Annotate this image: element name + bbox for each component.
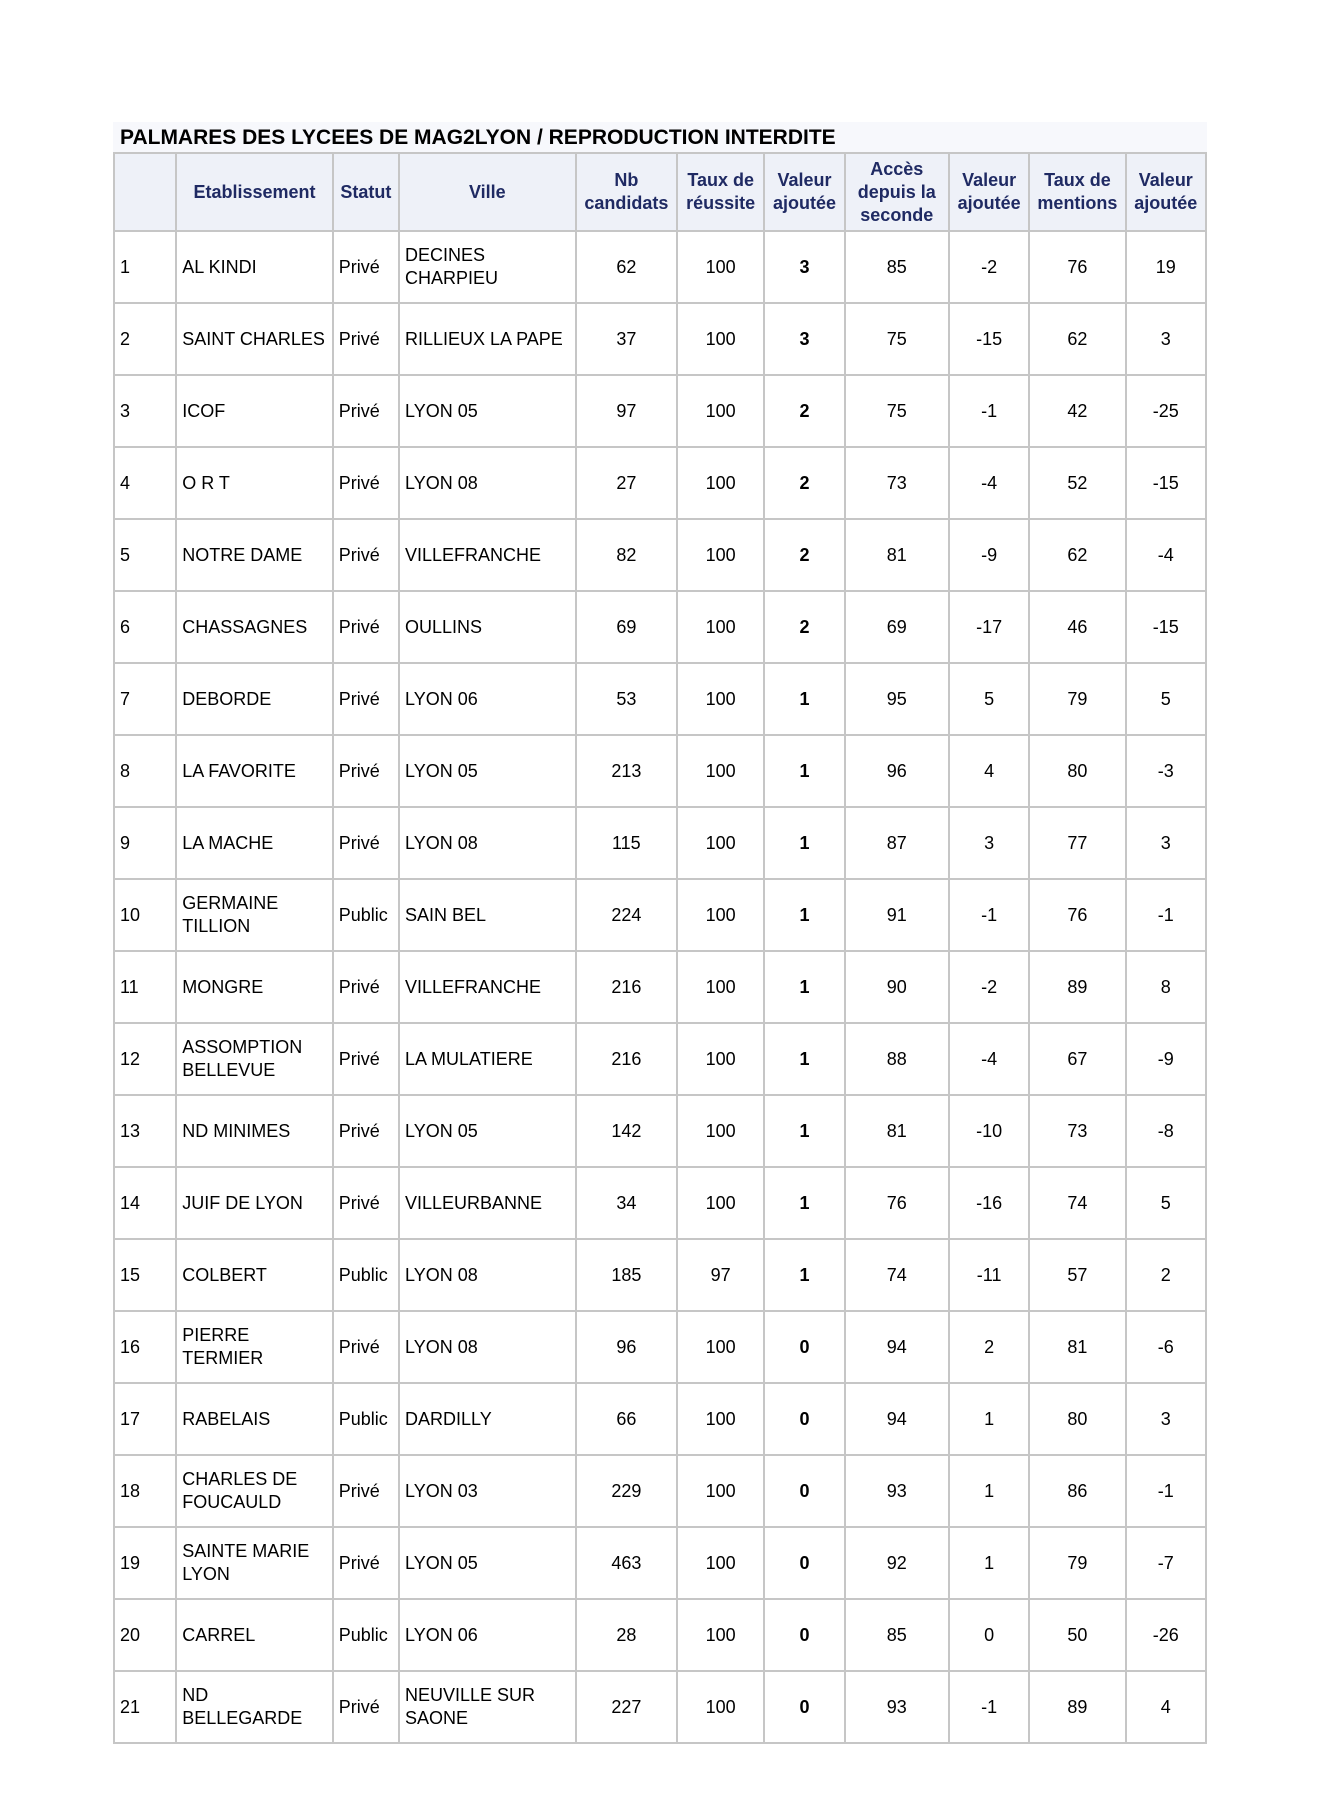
cell-taux-reussite: 100 <box>677 807 764 879</box>
cell-etablissement: ND BELLEGARDE <box>176 1671 333 1743</box>
cell-valeur-ajoutee-reussite: 2 <box>764 519 844 591</box>
cell-valeur-ajoutee-reussite: 1 <box>764 951 844 1023</box>
cell-taux-reussite: 100 <box>677 231 764 303</box>
cell-rank: 14 <box>114 1167 176 1239</box>
cell-nb-candidats: 216 <box>576 951 677 1023</box>
cell-rank: 15 <box>114 1239 176 1311</box>
cell-statut: Privé <box>333 375 399 447</box>
table-row <box>114 1599 1206 1671</box>
cell-nb-candidats: 62 <box>576 231 677 303</box>
header-taux-reussite: Taux de réussite <box>677 153 764 231</box>
cell-etablissement: NOTRE DAME <box>176 519 333 591</box>
cell-taux-mentions: 79 <box>1029 663 1125 735</box>
cell-acces-seconde: 69 <box>845 591 949 663</box>
cell-nb-candidats: 66 <box>576 1383 677 1455</box>
table-row <box>114 1671 1206 1743</box>
cell-valeur-ajoutee-acces: -2 <box>949 231 1029 303</box>
cell-ville: LYON 06 <box>399 1599 576 1671</box>
cell-statut: Public <box>333 1599 399 1671</box>
cell-valeur-ajoutee-mentions: -25 <box>1126 375 1206 447</box>
cell-valeur-ajoutee-mentions: 3 <box>1126 303 1206 375</box>
cell-taux-reussite: 100 <box>677 1311 764 1383</box>
table-row <box>114 303 1206 375</box>
cell-etablissement: MONGRE <box>176 951 333 1023</box>
cell-etablissement: ND MINIMES <box>176 1095 333 1167</box>
cell-nb-candidats: 97 <box>576 375 677 447</box>
cell-rank: 12 <box>114 1023 176 1095</box>
cell-valeur-ajoutee-acces: -9 <box>949 519 1029 591</box>
cell-taux-reussite: 100 <box>677 1455 764 1527</box>
cell-valeur-ajoutee-reussite: 1 <box>764 663 844 735</box>
cell-statut: Public <box>333 879 399 951</box>
cell-taux-mentions: 42 <box>1029 375 1125 447</box>
cell-valeur-ajoutee-acces: -1 <box>949 375 1029 447</box>
cell-rank: 2 <box>114 303 176 375</box>
cell-etablissement: SAINTE MARIE LYON <box>176 1527 333 1599</box>
cell-statut: Privé <box>333 1167 399 1239</box>
cell-statut: Privé <box>333 1023 399 1095</box>
cell-statut: Public <box>333 1383 399 1455</box>
header-valeur-ajoutee-acces: Valeur ajoutée <box>949 153 1029 231</box>
cell-etablissement: CARREL <box>176 1599 333 1671</box>
cell-valeur-ajoutee-mentions: 5 <box>1126 663 1206 735</box>
cell-etablissement: COLBERT <box>176 1239 333 1311</box>
cell-valeur-ajoutee-acces: 1 <box>949 1455 1029 1527</box>
cell-valeur-ajoutee-reussite: 2 <box>764 447 844 519</box>
cell-statut: Privé <box>333 1311 399 1383</box>
cell-valeur-ajoutee-acces: -11 <box>949 1239 1029 1311</box>
header-taux-mentions: Taux de mentions <box>1029 153 1125 231</box>
cell-ville: NEUVILLE SUR SAONE <box>399 1671 576 1743</box>
cell-taux-mentions: 76 <box>1029 231 1125 303</box>
cell-etablissement: LA MACHE <box>176 807 333 879</box>
cell-rank: 9 <box>114 807 176 879</box>
table-row <box>114 375 1206 447</box>
cell-acces-seconde: 88 <box>845 1023 949 1095</box>
cell-nb-candidats: 96 <box>576 1311 677 1383</box>
header-nb-candidats: Nb candidats <box>576 153 677 231</box>
cell-nb-candidats: 227 <box>576 1671 677 1743</box>
cell-statut: Privé <box>333 447 399 519</box>
cell-acces-seconde: 92 <box>845 1527 949 1599</box>
cell-acces-seconde: 76 <box>845 1167 949 1239</box>
cell-acces-seconde: 75 <box>845 375 949 447</box>
table-body <box>114 231 1206 1743</box>
cell-acces-seconde: 91 <box>845 879 949 951</box>
cell-statut: Privé <box>333 735 399 807</box>
cell-taux-mentions: 73 <box>1029 1095 1125 1167</box>
cell-acces-seconde: 95 <box>845 663 949 735</box>
cell-nb-candidats: 28 <box>576 1599 677 1671</box>
cell-valeur-ajoutee-acces: -1 <box>949 1671 1029 1743</box>
cell-taux-mentions: 46 <box>1029 591 1125 663</box>
cell-rank: 4 <box>114 447 176 519</box>
cell-etablissement: GERMAINE TILLION <box>176 879 333 951</box>
cell-taux-reussite: 100 <box>677 591 764 663</box>
cell-statut: Privé <box>333 807 399 879</box>
cell-valeur-ajoutee-mentions: -3 <box>1126 735 1206 807</box>
cell-ville: VILLEURBANNE <box>399 1167 576 1239</box>
cell-acces-seconde: 81 <box>845 519 949 591</box>
cell-valeur-ajoutee-acces: -4 <box>949 447 1029 519</box>
cell-valeur-ajoutee-reussite: 3 <box>764 231 844 303</box>
table-row <box>114 231 1206 303</box>
cell-etablissement: CHARLES DE FOUCAULD <box>176 1455 333 1527</box>
cell-ville: LA MULATIERE <box>399 1023 576 1095</box>
cell-valeur-ajoutee-reussite: 2 <box>764 591 844 663</box>
cell-valeur-ajoutee-mentions: -15 <box>1126 591 1206 663</box>
cell-statut: Privé <box>333 303 399 375</box>
cell-valeur-ajoutee-mentions: -15 <box>1126 447 1206 519</box>
cell-valeur-ajoutee-reussite: 1 <box>764 1095 844 1167</box>
cell-valeur-ajoutee-reussite: 3 <box>764 303 844 375</box>
cell-taux-reussite: 100 <box>677 1527 764 1599</box>
cell-acces-seconde: 94 <box>845 1383 949 1455</box>
cell-nb-candidats: 82 <box>576 519 677 591</box>
table-row <box>114 1311 1206 1383</box>
cell-valeur-ajoutee-mentions: -1 <box>1126 879 1206 951</box>
table-row <box>114 1239 1206 1311</box>
cell-taux-mentions: 50 <box>1029 1599 1125 1671</box>
cell-rank: 1 <box>114 231 176 303</box>
cell-valeur-ajoutee-reussite: 0 <box>764 1311 844 1383</box>
table-row <box>114 1383 1206 1455</box>
header-rank <box>114 153 176 231</box>
cell-acces-seconde: 94 <box>845 1311 949 1383</box>
cell-acces-seconde: 85 <box>845 231 949 303</box>
table-row <box>114 1527 1206 1599</box>
cell-taux-mentions: 77 <box>1029 807 1125 879</box>
cell-rank: 13 <box>114 1095 176 1167</box>
cell-taux-mentions: 89 <box>1029 1671 1125 1743</box>
cell-valeur-ajoutee-acces: 1 <box>949 1527 1029 1599</box>
cell-etablissement: SAINT CHARLES <box>176 303 333 375</box>
cell-etablissement: LA FAVORITE <box>176 735 333 807</box>
cell-valeur-ajoutee-reussite: 1 <box>764 1023 844 1095</box>
cell-valeur-ajoutee-reussite: 0 <box>764 1383 844 1455</box>
cell-valeur-ajoutee-acces: 5 <box>949 663 1029 735</box>
cell-ville: LYON 03 <box>399 1455 576 1527</box>
cell-valeur-ajoutee-mentions: 5 <box>1126 1167 1206 1239</box>
cell-nb-candidats: 213 <box>576 735 677 807</box>
cell-taux-reussite: 100 <box>677 303 764 375</box>
cell-etablissement: PIERRE TERMIER <box>176 1311 333 1383</box>
table-row <box>114 807 1206 879</box>
cell-taux-reussite: 97 <box>677 1239 764 1311</box>
cell-statut: Privé <box>333 231 399 303</box>
table-row <box>114 951 1206 1023</box>
cell-ville: RILLIEUX LA PAPE <box>399 303 576 375</box>
cell-nb-candidats: 69 <box>576 591 677 663</box>
cell-ville: DECINES CHARPIEU <box>399 231 576 303</box>
cell-rank: 11 <box>114 951 176 1023</box>
cell-taux-mentions: 80 <box>1029 735 1125 807</box>
cell-statut: Privé <box>333 951 399 1023</box>
cell-taux-mentions: 89 <box>1029 951 1125 1023</box>
document-page <box>113 122 1207 1744</box>
cell-valeur-ajoutee-reussite: 0 <box>764 1527 844 1599</box>
cell-nb-candidats: 185 <box>576 1239 677 1311</box>
cell-ville: DARDILLY <box>399 1383 576 1455</box>
cell-etablissement: DEBORDE <box>176 663 333 735</box>
header-acces-seconde: Accès depuis la seconde <box>845 153 949 231</box>
table-row <box>114 735 1206 807</box>
table-row <box>114 879 1206 951</box>
cell-valeur-ajoutee-mentions: 19 <box>1126 231 1206 303</box>
cell-ville: LYON 05 <box>399 375 576 447</box>
cell-valeur-ajoutee-mentions: -1 <box>1126 1455 1206 1527</box>
cell-nb-candidats: 463 <box>576 1527 677 1599</box>
cell-ville: LYON 05 <box>399 1527 576 1599</box>
cell-rank: 21 <box>114 1671 176 1743</box>
cell-rank: 18 <box>114 1455 176 1527</box>
cell-acces-seconde: 96 <box>845 735 949 807</box>
cell-ville: LYON 05 <box>399 735 576 807</box>
cell-taux-mentions: 62 <box>1029 303 1125 375</box>
cell-statut: Privé <box>333 1455 399 1527</box>
cell-valeur-ajoutee-reussite: 0 <box>764 1671 844 1743</box>
cell-ville: LYON 05 <box>399 1095 576 1167</box>
cell-acces-seconde: 75 <box>845 303 949 375</box>
cell-ville: LYON 08 <box>399 807 576 879</box>
cell-acces-seconde: 93 <box>845 1671 949 1743</box>
table-row <box>114 519 1206 591</box>
cell-valeur-ajoutee-mentions: -4 <box>1126 519 1206 591</box>
cell-nb-candidats: 37 <box>576 303 677 375</box>
cell-rank: 8 <box>114 735 176 807</box>
cell-valeur-ajoutee-acces: 4 <box>949 735 1029 807</box>
cell-ville: SAIN BEL <box>399 879 576 951</box>
cell-acces-seconde: 81 <box>845 1095 949 1167</box>
header-etablissement: Etablissement <box>176 153 333 231</box>
cell-taux-mentions: 79 <box>1029 1527 1125 1599</box>
cell-acces-seconde: 87 <box>845 807 949 879</box>
cell-valeur-ajoutee-reussite: 1 <box>764 879 844 951</box>
cell-nb-candidats: 224 <box>576 879 677 951</box>
cell-nb-candidats: 53 <box>576 663 677 735</box>
cell-statut: Privé <box>333 1527 399 1599</box>
cell-nb-candidats: 229 <box>576 1455 677 1527</box>
cell-rank: 6 <box>114 591 176 663</box>
cell-valeur-ajoutee-acces: -16 <box>949 1167 1029 1239</box>
cell-rank: 5 <box>114 519 176 591</box>
header-valeur-ajoutee-mentions: Valeur ajoutée <box>1126 153 1206 231</box>
cell-taux-reussite: 100 <box>677 375 764 447</box>
cell-taux-reussite: 100 <box>677 879 764 951</box>
cell-valeur-ajoutee-acces: 1 <box>949 1383 1029 1455</box>
cell-acces-seconde: 73 <box>845 447 949 519</box>
cell-taux-reussite: 100 <box>677 735 764 807</box>
cell-rank: 20 <box>114 1599 176 1671</box>
cell-etablissement: RABELAIS <box>176 1383 333 1455</box>
cell-taux-reussite: 100 <box>677 663 764 735</box>
cell-nb-candidats: 27 <box>576 447 677 519</box>
cell-valeur-ajoutee-mentions: 3 <box>1126 1383 1206 1455</box>
cell-valeur-ajoutee-mentions: -6 <box>1126 1311 1206 1383</box>
cell-acces-seconde: 85 <box>845 1599 949 1671</box>
cell-rank: 3 <box>114 375 176 447</box>
cell-taux-mentions: 52 <box>1029 447 1125 519</box>
cell-ville: LYON 08 <box>399 447 576 519</box>
palmares-table <box>113 152 1207 1744</box>
header-valeur-ajoutee-reussite: Valeur ajoutée <box>764 153 844 231</box>
cell-etablissement: ASSOMPTION BELLEVUE <box>176 1023 333 1095</box>
cell-valeur-ajoutee-acces: -2 <box>949 951 1029 1023</box>
cell-rank: 7 <box>114 663 176 735</box>
cell-taux-reussite: 100 <box>677 1599 764 1671</box>
cell-ville: VILLEFRANCHE <box>399 951 576 1023</box>
cell-acces-seconde: 90 <box>845 951 949 1023</box>
table-row <box>114 1095 1206 1167</box>
cell-valeur-ajoutee-reussite: 1 <box>764 807 844 879</box>
table-row <box>114 591 1206 663</box>
cell-valeur-ajoutee-mentions: -26 <box>1126 1599 1206 1671</box>
cell-taux-reussite: 100 <box>677 1023 764 1095</box>
cell-valeur-ajoutee-mentions: -9 <box>1126 1023 1206 1095</box>
cell-rank: 16 <box>114 1311 176 1383</box>
cell-nb-candidats: 34 <box>576 1167 677 1239</box>
cell-valeur-ajoutee-acces: 2 <box>949 1311 1029 1383</box>
cell-taux-mentions: 67 <box>1029 1023 1125 1095</box>
cell-taux-reussite: 100 <box>677 1671 764 1743</box>
header-ville: Ville <box>399 153 576 231</box>
cell-ville: OULLINS <box>399 591 576 663</box>
cell-valeur-ajoutee-mentions: -7 <box>1126 1527 1206 1599</box>
cell-statut: Privé <box>333 1671 399 1743</box>
cell-valeur-ajoutee-mentions: 2 <box>1126 1239 1206 1311</box>
cell-taux-reussite: 100 <box>677 519 764 591</box>
cell-etablissement: JUIF DE LYON <box>176 1167 333 1239</box>
cell-nb-candidats: 216 <box>576 1023 677 1095</box>
cell-nb-candidats: 142 <box>576 1095 677 1167</box>
cell-taux-mentions: 74 <box>1029 1167 1125 1239</box>
cell-valeur-ajoutee-mentions: 4 <box>1126 1671 1206 1743</box>
document-title: PALMARES DES LYCEES DE MAG2LYON / REPRODUCTION INTERDITE <box>113 122 1207 152</box>
cell-acces-seconde: 74 <box>845 1239 949 1311</box>
cell-valeur-ajoutee-reussite: 2 <box>764 375 844 447</box>
cell-taux-reussite: 100 <box>677 447 764 519</box>
cell-rank: 17 <box>114 1383 176 1455</box>
cell-taux-mentions: 86 <box>1029 1455 1125 1527</box>
cell-valeur-ajoutee-reussite: 0 <box>764 1455 844 1527</box>
cell-acces-seconde: 93 <box>845 1455 949 1527</box>
cell-valeur-ajoutee-mentions: 3 <box>1126 807 1206 879</box>
cell-valeur-ajoutee-reussite: 1 <box>764 1239 844 1311</box>
cell-statut: Public <box>333 1239 399 1311</box>
table-header-row <box>114 153 1206 231</box>
cell-taux-reussite: 100 <box>677 951 764 1023</box>
cell-valeur-ajoutee-acces: -4 <box>949 1023 1029 1095</box>
table-row <box>114 1167 1206 1239</box>
table-row <box>114 663 1206 735</box>
cell-rank: 10 <box>114 879 176 951</box>
cell-valeur-ajoutee-acces: 0 <box>949 1599 1029 1671</box>
cell-taux-mentions: 62 <box>1029 519 1125 591</box>
cell-taux-mentions: 80 <box>1029 1383 1125 1455</box>
cell-statut: Privé <box>333 519 399 591</box>
cell-nb-candidats: 115 <box>576 807 677 879</box>
cell-rank: 19 <box>114 1527 176 1599</box>
cell-etablissement: CHASSAGNES <box>176 591 333 663</box>
cell-ville: LYON 08 <box>399 1311 576 1383</box>
cell-valeur-ajoutee-acces: 3 <box>949 807 1029 879</box>
table-row <box>114 447 1206 519</box>
cell-valeur-ajoutee-acces: -10 <box>949 1095 1029 1167</box>
cell-taux-reussite: 100 <box>677 1167 764 1239</box>
cell-ville: LYON 08 <box>399 1239 576 1311</box>
cell-valeur-ajoutee-acces: -1 <box>949 879 1029 951</box>
cell-etablissement: AL KINDI <box>176 231 333 303</box>
cell-valeur-ajoutee-reussite: 0 <box>764 1599 844 1671</box>
cell-taux-mentions: 57 <box>1029 1239 1125 1311</box>
cell-statut: Privé <box>333 663 399 735</box>
cell-valeur-ajoutee-reussite: 1 <box>764 1167 844 1239</box>
cell-statut: Privé <box>333 1095 399 1167</box>
cell-valeur-ajoutee-mentions: 8 <box>1126 951 1206 1023</box>
cell-statut: Privé <box>333 591 399 663</box>
cell-etablissement: ICOF <box>176 375 333 447</box>
header-statut: Statut <box>333 153 399 231</box>
cell-taux-mentions: 81 <box>1029 1311 1125 1383</box>
table-row <box>114 1023 1206 1095</box>
cell-ville: VILLEFRANCHE <box>399 519 576 591</box>
cell-valeur-ajoutee-acces: -15 <box>949 303 1029 375</box>
table-row <box>114 1455 1206 1527</box>
cell-taux-reussite: 100 <box>677 1383 764 1455</box>
cell-valeur-ajoutee-acces: -17 <box>949 591 1029 663</box>
cell-taux-mentions: 76 <box>1029 879 1125 951</box>
cell-etablissement: O R T <box>176 447 333 519</box>
cell-valeur-ajoutee-mentions: -8 <box>1126 1095 1206 1167</box>
cell-ville: LYON 06 <box>399 663 576 735</box>
cell-taux-reussite: 100 <box>677 1095 764 1167</box>
cell-valeur-ajoutee-reussite: 1 <box>764 735 844 807</box>
